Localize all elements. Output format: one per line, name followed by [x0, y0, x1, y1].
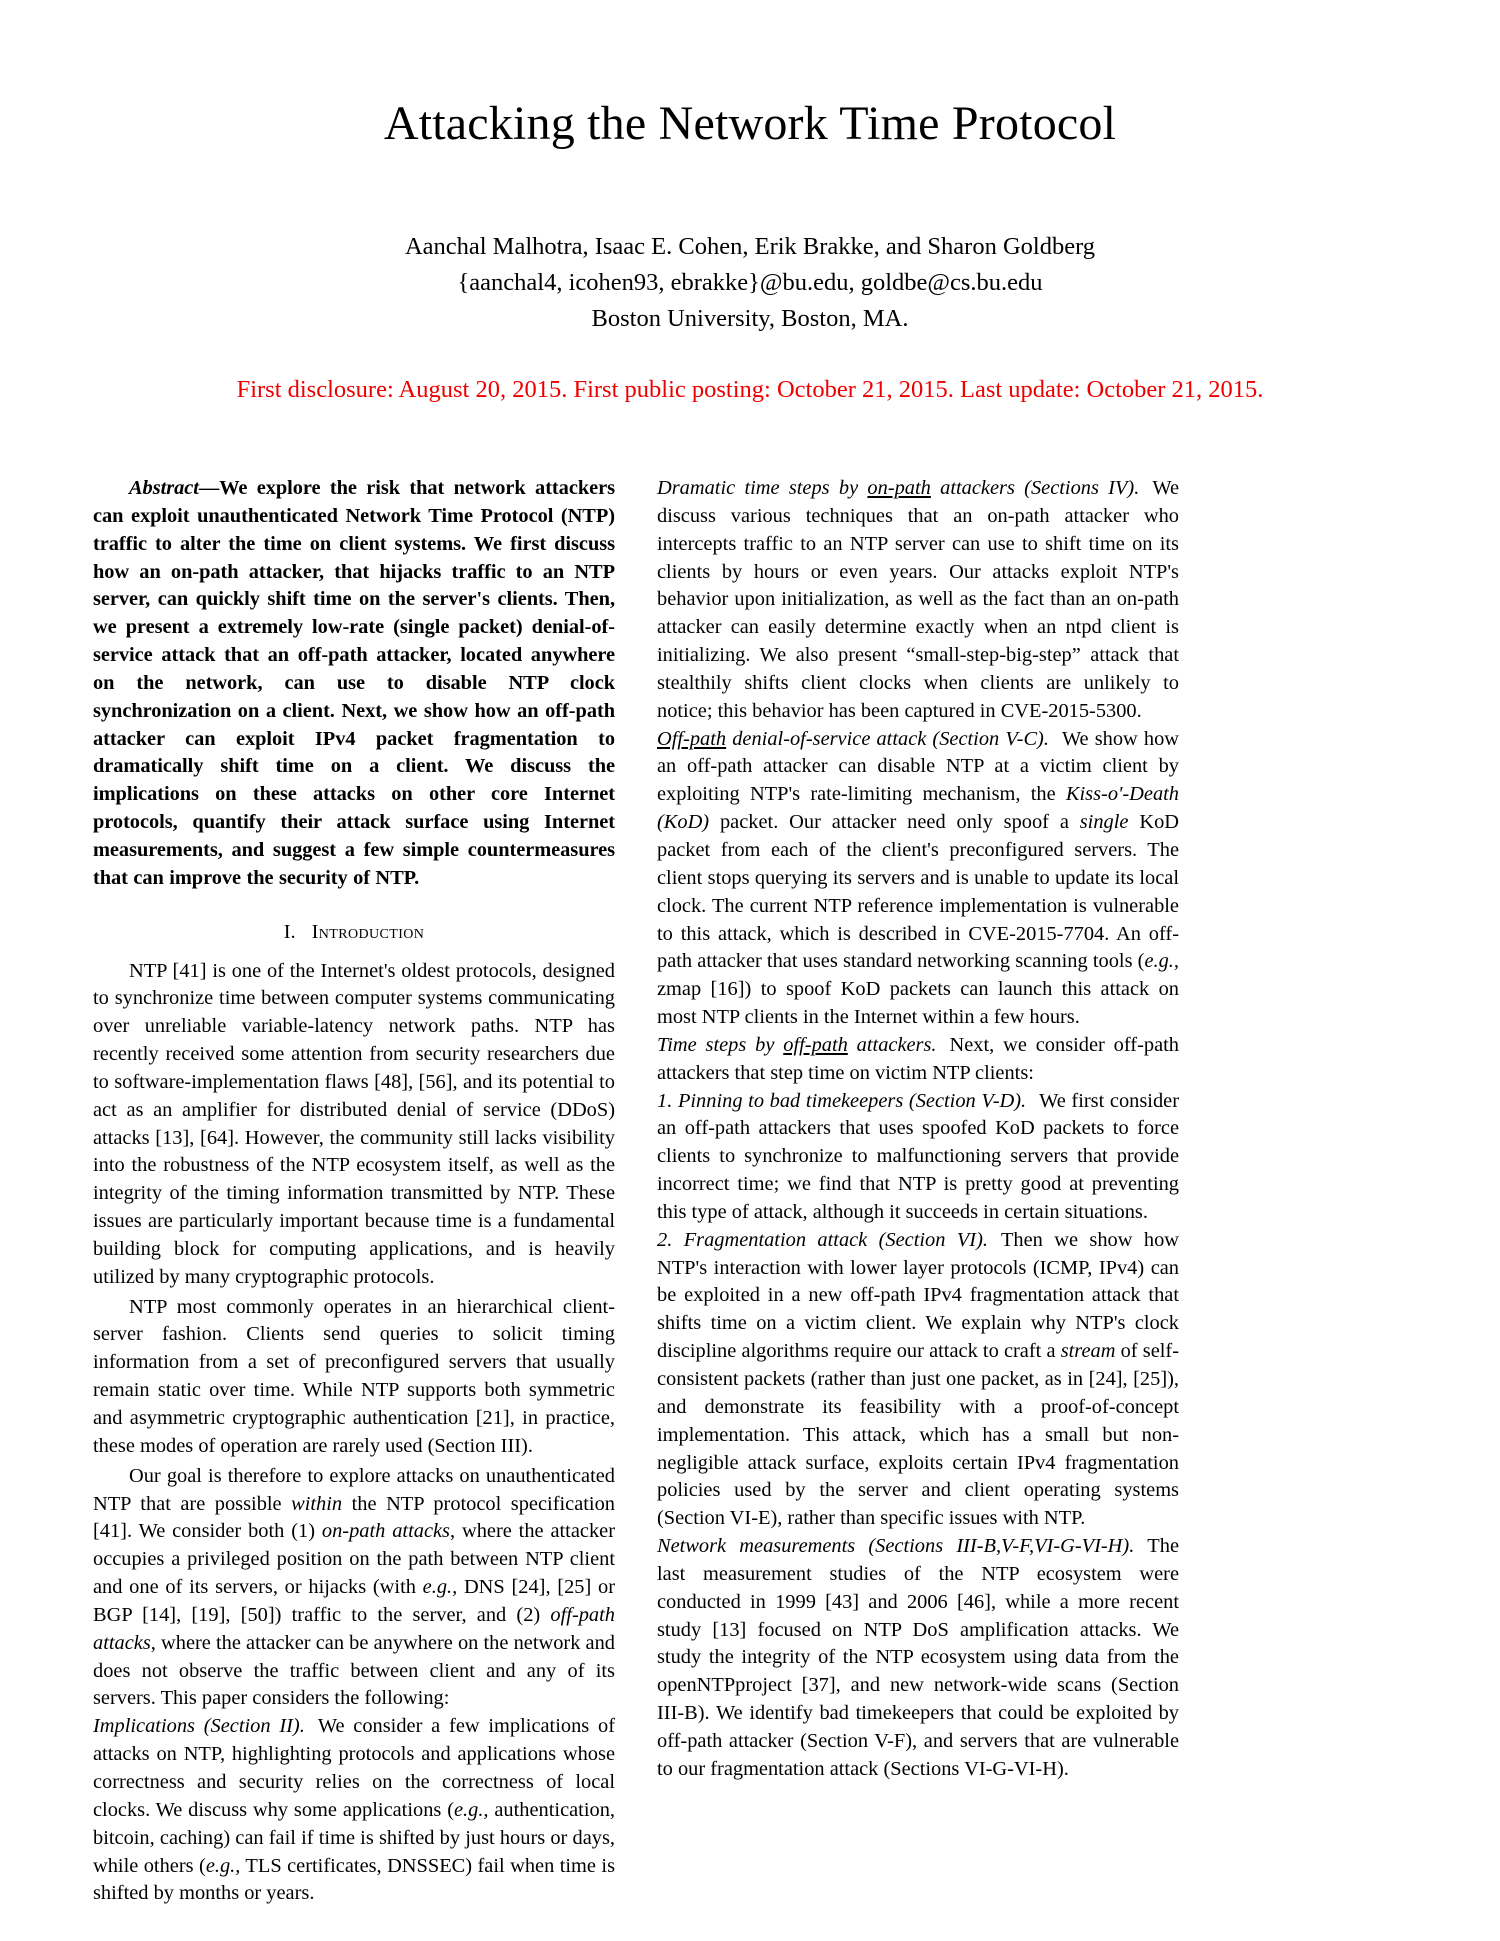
timesteps-heading-pre: Time steps by — [657, 1033, 784, 1056]
goal-text-1: Our goal is therefore to explore attacks on unauthenticated NTP that are possible — [93, 1464, 615, 1515]
author-list: Aanchal Malhotra, Isaac E. Cohen, Erik Brakke, and Sharon Goldberg — [404, 232, 1096, 260]
abstract-dash: — — [198, 477, 220, 499]
goal-text-3: , where the attacker occupies a privileged position on the path between NTP client and one of its servers, or hijacks (with — [93, 1520, 615, 1599]
implications-text-1: We consider a few implications of attacks on NTP, highlighting protocols and applications whose correctness and security relies on the correctness of local clocks. We discuss why some applications ( — [93, 1715, 615, 1821]
offpath-dos-italic-kod: Kiss-o'-Death (KoD) — [657, 783, 1179, 834]
dramatic-heading-post: attackers (Sections IV). — [930, 477, 1140, 499]
implications-italic-eg-1: e.g., — [453, 1798, 489, 1821]
intro-paragraph-1: NTP [41] is one of the Internet's oldest protocols, designed to synchronize time between computer systems communicating over unreliable variable-latency network paths. NTP has recently received some attention from security researchers due to software-implementation flaws [48], [56], and its potential to act as an amplifier for distributed denial of service (DDoS) attacks [13], [64]. However, the community still lacks visibility into the robustness of the NTP ecosystem itself, as well as the integrity of the timing information transmitted by NTP. These issues are particularly important because time is a fundamental building block for computing applications, and is heavily utilized by many cryptographic protocols. — [93, 959, 615, 1288]
offpath-dos-text-1: We show how an off-path attacker can disable NTP at a victim client by exploiting NTP's rate-limiting mechanism, the — [657, 727, 1179, 806]
implications-italic-eg-2: e.g., — [205, 1854, 241, 1877]
author-affiliation: Boston University, Boston, MA. — [591, 305, 909, 333]
offpath-dos-italic-single: single — [1079, 811, 1129, 834]
body-columns — [93, 475, 1407, 1908]
timesteps-text: Next, we consider off-path attackers that step time on victim NTP clients: — [657, 1033, 1179, 1084]
timesteps-heading-offpath: off-path — [783, 1033, 848, 1056]
offpath-dos-text-2: packet. Our attacker need only spoof a — [709, 811, 1080, 834]
abstract-label: Abstract — [129, 477, 199, 499]
author-emails: {aanchal4, icohen93, ebrakke}@bu.edu, goldbe@cs.bu.edu — [457, 269, 1043, 297]
dramatic-text: We discuss various techniques that an on-path attacker who intercepts traffic to an NTP server can use to shift time on its clients by hours or even years. Our attacks exploit NTP's behavior upon initialization, as well as the fact than an on-path attacker can easily determine exactly when an ntpd client is initializing. We also present “small-step-big-step” attack that stealthily shifts client clocks when clients are unlikely to notice; this behavior has been captured in CVE-2015-5300. — [657, 477, 1179, 722]
measurements-heading: Network measurements (Sections III-B,V-F,VI-G-VI-H). — [657, 1535, 1135, 1558]
implications-text-2: authentication, bitcoin, caching) can fail if time is shifted by just hours or days, while others ( — [93, 1798, 615, 1877]
measurements-paragraph — [657, 1533, 1179, 1784]
abstract-paragraph — [93, 475, 615, 893]
fragmentation-text-2: of self-consistent packets (rather than just one packet, as in [24], [25]), and demonstrate its feasibility with a proof-of-concept implementation. This attack, which has a small but non-negligible attack surface, exploits certain IPv4 fragmentation policies used by the server and client operating systems (Section VI-E), rather than specific issues with NTP. — [657, 1340, 1179, 1530]
disclosure-notice: First disclosure: August 20, 2015. First public posting: October 21, 2015. Last update: October 21, 2015. — [236, 375, 1264, 403]
implications-text-3: TLS certificates, DNSSEC) fail when time is shifted by months or years. — [93, 1854, 616, 1905]
goal-italic-onpath-attacks: on-path attacks — [321, 1520, 450, 1543]
fragmentation-heading: 2. Fragmentation attack (Section VI). — [657, 1228, 988, 1251]
goal-italic-offpath-attacks: off-path attacks — [93, 1603, 615, 1654]
goal-text-2: the NTP protocol specification [41]. We consider both (1) — [93, 1492, 615, 1543]
intro-paragraph-2: NTP most commonly operates in an hierarchical client-server fashion. Clients send queries to solicit timing information from a set of preconfigured servers that usually remain static over time. While NTP supports both symmetric and asymmetric cryptographic authentication [21], in practice, these modes of operation are rarely used (Section III). — [93, 1295, 615, 1457]
pinning-text: We first consider an off-path attackers that uses spoofed KoD packets to force clients to synchronize to malfunctioning servers that provide incorrect time; we find that NTP is pretty good at preventing this type of attack, although it succeeds in certain situations. — [657, 1089, 1180, 1223]
offpath-dos-paragraph — [657, 726, 1179, 1032]
goal-italic-within: within — [291, 1492, 343, 1515]
section-number: I. — [283, 920, 296, 943]
dramatic-timesteps-paragraph — [657, 475, 1179, 726]
goal-paragraph — [93, 1463, 615, 1714]
measurements-text: The last measurement studies of the NTP ecosystem were conducted in 1999 [43] and 2006 [46], while a more recent study [13] focused on NTP DoS amplification attacks. We study the integrity of the NTP ecosystem using data from the openNTPproject [37], and new network-wide scans (Section III-B). We identify bad timekeepers that could be exploited by off-path attacker (Section V-F), and servers that are vulnerable to our fragmentation attack (Sections VI-G-VI-H). — [657, 1535, 1179, 1780]
dramatic-heading-onpath: on-path — [867, 477, 931, 499]
fragmentation-paragraph — [657, 1227, 1179, 1533]
right-column — [657, 475, 1179, 1908]
goal-text-5: , where the attacker can be anywhere on the network and does not observe the traffic between client and any of its servers. This paper considers the following: — [93, 1631, 615, 1710]
offpath-dos-heading-post: denial-of-service attack (Section V-C). — [726, 727, 1049, 750]
offpath-dos-text-4: zmap [16]) to spoof KoD packets can launch this attack on most NTP clients in the Internet within a few hours. — [657, 978, 1179, 1029]
goal-italic-eg-1: e.g., — [422, 1576, 458, 1599]
fragmentation-text-1: Then we show how NTP's interaction with lower layer protocols (ICMP, IPv4) can be exploited in a new off-path IPv4 fragmentation attack that shifts time on a victim client. We explain why NTP's clock discipline algorithms require our attack to craft a — [657, 1228, 1179, 1363]
fragmentation-italic-stream: stream — [1060, 1340, 1116, 1363]
author-block — [0, 229, 1500, 338]
implications-paragraph — [93, 1713, 615, 1908]
page-title: Attacking the Network Time Protocol — [383, 97, 1117, 150]
section-title: Introduction — [311, 920, 425, 943]
goal-text-4: DNS [24], [25] or BGP [14], [19], [50]) traffic to the server, and (2) — [93, 1576, 615, 1626]
offpath-dos-text-3: KoD packet from each of the client's preconfigured servers. The client stops querying its servers and is unable to update its local clock. The current NTP reference implementation is vulnerable to this attack, which is described in CVE-2015-7704. An off-path attacker that uses standard networking scanning tools ( — [657, 811, 1179, 973]
offpath-dos-heading-offpath: Off-path — [657, 727, 727, 750]
pinning-heading: 1. Pinning to bad timekeepers (Section V-D). — [657, 1089, 1027, 1112]
offpath-dos-italic-eg: e.g., — [1144, 950, 1179, 973]
timesteps-offpath-paragraph — [657, 1032, 1179, 1088]
left-column — [93, 475, 615, 1908]
dramatic-heading-pre: Dramatic time steps by — [657, 477, 868, 499]
implications-heading: Implications (Section II). — [93, 1715, 305, 1738]
pinning-paragraph — [657, 1088, 1179, 1227]
section-heading-introduction — [93, 919, 615, 947]
abstract-text: We explore the risk that network attackers can exploit unauthenticated Network Time Protocol (NTP) traffic to alter the time on client systems. We first discuss how an on-path attacker, that hijacks traffic to an NTP server, can quickly shift time on the server's clients. Then, we present a extremely low-rate (single packet) denial-of-service attack that an off-path attacker, located anywhere on the network, can use to disable NTP clock synchronization on a client. Next, we show how an off-path attacker can exploit IPv4 packet fragmentation to dramatically shift time on a client. We discuss the implications on these attacks on other core Internet protocols, quantify their attack surface using Internet measurements, and suggest a few simple countermeasures that can improve the security of NTP. — [93, 477, 615, 889]
timesteps-heading-post: attackers. — [847, 1033, 937, 1056]
